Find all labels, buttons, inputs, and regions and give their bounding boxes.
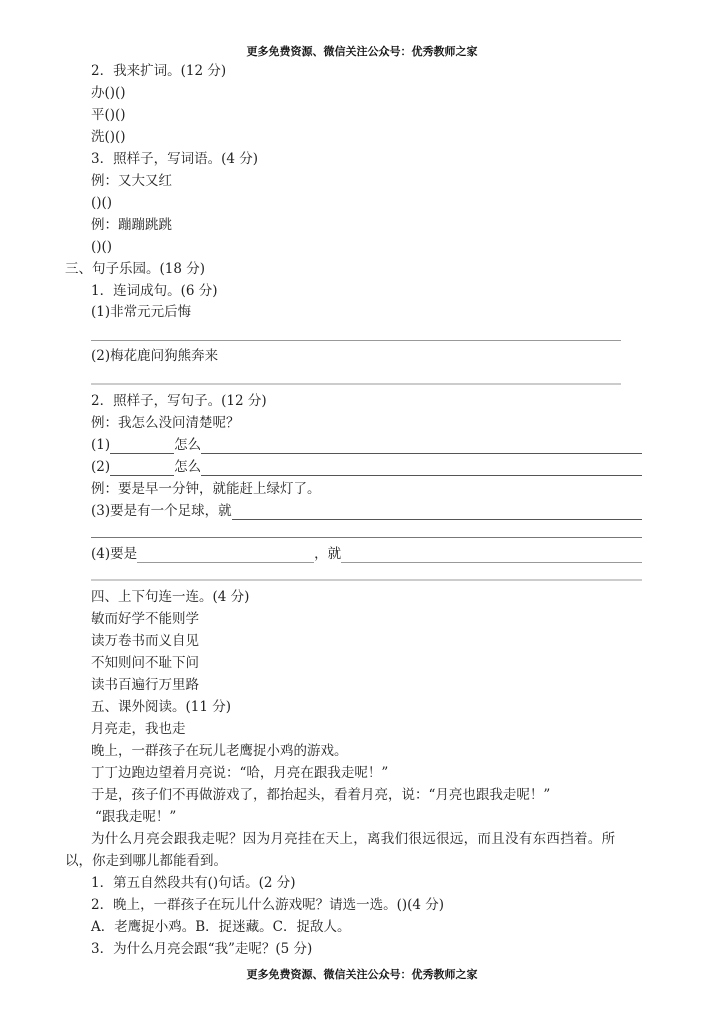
passage-paragraph: “跟我走呢！”: [95, 809, 177, 825]
section-heading: 三、句子乐园。(18 分): [65, 261, 206, 277]
match-item: 敏而好学不能则学: [91, 611, 199, 627]
match-item: 读万卷书而义自见: [91, 633, 199, 649]
question-heading: 2．我来扩词。(12 分): [91, 63, 227, 79]
passage-paragraph-cont: 以，你走到哪儿都能看到。: [65, 853, 227, 869]
answer-blank: ()(): [91, 239, 113, 255]
item-text: ，就: [314, 546, 342, 562]
question-heading: 3．照样子，写词语。(4 分): [91, 151, 259, 167]
question-heading: 1．连词成句。(6 分): [91, 283, 218, 299]
passage-paragraph: 为什么月亮会跟我走呢？因为月亮挂在天上，离我们很远很远，而且没有东西挡着。所: [91, 831, 616, 847]
example-text: 例：我怎么没问清楚呢？: [91, 415, 240, 431]
section-heading: 五、课外阅读。(11 分): [91, 699, 232, 715]
section-heading: 四、上下句连一连。(4 分): [91, 589, 250, 605]
answer-blank[interactable]: [110, 461, 174, 476]
passage-title: 月亮走，我也走: [91, 721, 186, 737]
answer-blank[interactable]: [137, 548, 314, 563]
question-heading: 2．照样子，写句子。(12 分): [91, 393, 267, 409]
match-item: 读书百遍行万里路: [91, 677, 199, 693]
answer-blank[interactable]: [232, 505, 642, 520]
passage-paragraph: 于是，孩子们不再做游戏了，都抬起头，看着月亮，说：“月亮也跟我走呢！”: [91, 787, 551, 803]
question-item: (2)梅花鹿问狗熊奔来: [91, 348, 219, 364]
answer-line: [91, 383, 621, 385]
answer-blank[interactable]: [110, 439, 174, 454]
answer-line: [91, 340, 621, 341]
match-item: 不知则问不耻下问: [91, 655, 199, 671]
reading-question: 2．晚上，一群孩子在玩儿什么游戏呢？请选一选。()(4 分): [91, 897, 445, 913]
answer-blank[interactable]: [341, 548, 642, 563]
answer-blank[interactable]: [201, 461, 642, 476]
page-footer: 更多免费资源、微信关注公众号：优秀教师之家: [246, 968, 478, 981]
reading-question: 3．为什么月亮会跟“我”走呢？(5 分): [91, 941, 313, 957]
reading-question: 1．第五自然段共有()句话。(2 分): [91, 875, 296, 891]
item-label: (2): [91, 459, 111, 475]
word-item: 办()(): [91, 85, 126, 101]
answer-options: A．老鹰捉小鸡。B．捉迷藏。C．捉敌人。: [91, 919, 351, 935]
passage-paragraph: 丁丁边跑边望着月亮说：“哈，月亮在跟我走呢！”: [91, 765, 389, 781]
item-text: (3)要是有一个足球，就: [91, 503, 232, 519]
item-text: (4)要是: [91, 546, 138, 562]
passage-paragraph: 晚上，一群孩子在玩儿老鹰捉小鸡的游戏。: [91, 743, 348, 759]
item-word: 怎么: [174, 459, 202, 475]
answer-row: [91, 436, 642, 454]
example-text: 例：要是早一分钟，就能赶上绿灯了。: [91, 481, 321, 497]
item-word: 怎么: [174, 437, 202, 453]
answer-row: [91, 545, 642, 563]
answer-row: [91, 502, 642, 520]
answer-line: [91, 579, 642, 581]
example-text: 例：蹦蹦跳跳: [91, 217, 172, 233]
item-label: (1): [91, 437, 111, 453]
example-text: 例：又大又红: [91, 173, 172, 189]
answer-row: [91, 458, 642, 476]
word-item: 洗()(): [91, 129, 126, 145]
answer-blank[interactable]: [201, 439, 642, 454]
page-header: 更多免费资源、微信关注公众号：优秀教师之家: [246, 45, 478, 58]
question-item: (1)非常元元后悔: [91, 304, 192, 320]
answer-blank: ()(): [91, 195, 113, 211]
answer-line: [91, 537, 642, 538]
word-item: 平()(): [91, 107, 126, 123]
